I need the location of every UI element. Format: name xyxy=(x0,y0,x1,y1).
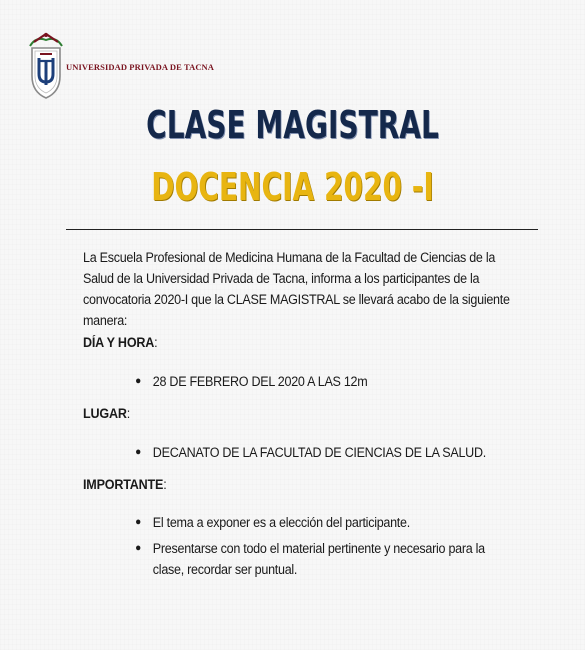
bullet-icon: ● xyxy=(135,375,142,387)
bullet-icon: ● xyxy=(135,446,142,458)
heading-importante-label: IMPORTANTE xyxy=(83,477,164,492)
intro-paragraph: La Escuela Profesional de Medicina Humana de la Facultad de Ciencias de la Salud de la Universidad Privada de Tacna, informa a los participantes de la convocatoria 2020-I que la CLASE MAGISTRAL se llevará acabo de la siguiente manera: xyxy=(83,250,510,328)
heading-lugar-colon: : xyxy=(126,406,131,421)
university-name: UNIVERSIDAD PRIVADA DE TACNA xyxy=(66,62,215,72)
heading-dia-hora-label: DÍA Y HORA xyxy=(83,335,155,350)
title-docencia: DOCENCIA 2020 -I xyxy=(151,165,434,209)
list-item-text: 28 DE FEBRERO DEL 2020 A LAS 12m xyxy=(152,374,368,389)
heading-importante-colon: : xyxy=(163,477,167,492)
list-item-text: Presentarse con todo el material pertinente y necesario para la clase, recordar ser puntual. xyxy=(152,541,485,577)
heading-lugar-label: LUGAR xyxy=(83,406,127,421)
heading-lugar xyxy=(83,406,130,421)
list-item-text: El tema a exponer es a elección del participante. xyxy=(152,515,410,530)
list-item xyxy=(137,371,509,392)
title-clase-magistral: CLASE MAGISTRAL xyxy=(146,103,439,147)
divider-line xyxy=(66,229,538,230)
bullet-icon: ● xyxy=(135,516,142,528)
list-item xyxy=(137,512,518,533)
list-item xyxy=(137,538,518,580)
university-crest-icon xyxy=(26,30,66,102)
list-item xyxy=(137,442,528,463)
bullet-icon: ● xyxy=(135,542,142,554)
heading-dia-hora-colon: : xyxy=(154,335,158,350)
heading-dia-hora xyxy=(83,335,157,350)
heading-importante xyxy=(83,477,167,492)
list-item-text: DECANATO DE LA FACULTAD DE CIENCIAS DE LA SALUD. xyxy=(152,445,486,460)
